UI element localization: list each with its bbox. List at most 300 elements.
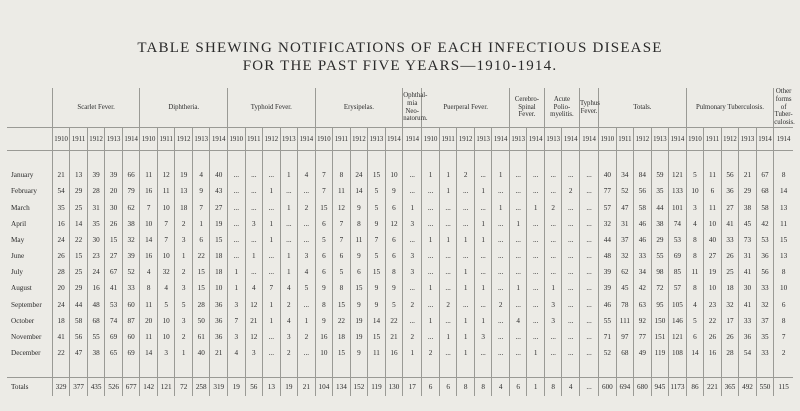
spacer-cell xyxy=(280,361,298,378)
table-cell: 19 xyxy=(210,216,228,232)
table-cell: 1 xyxy=(263,313,281,329)
table-row xyxy=(7,313,793,329)
year-header-cell: 1914 xyxy=(298,128,316,151)
table-cell: 38 xyxy=(87,345,105,361)
table-cell: 2 xyxy=(280,297,298,313)
table-cell: ... xyxy=(527,216,545,232)
table-cell: 15 xyxy=(368,329,386,345)
table-cell: 46 xyxy=(634,232,652,248)
spacer-cell xyxy=(562,151,580,168)
table-cell: 41 xyxy=(739,264,757,280)
month-label: October xyxy=(11,316,35,325)
table-cell: ... xyxy=(509,232,527,248)
table-cell: 16 xyxy=(87,280,105,296)
table-cell: 1 xyxy=(457,329,475,345)
table-cell: 329 xyxy=(52,378,70,397)
table-cell: 28 xyxy=(721,345,739,361)
table-cell: 60 xyxy=(122,297,140,313)
table-cell: 47 xyxy=(616,199,634,215)
table-cell: 13 xyxy=(263,378,281,397)
table-cell: 2 xyxy=(492,297,510,313)
table-cell: 21 xyxy=(52,167,70,183)
table-cell: ... xyxy=(579,329,598,345)
table-cell: 134 xyxy=(333,378,351,397)
table-cell: 45 xyxy=(616,280,634,296)
table-cell: 7 xyxy=(315,167,333,183)
table-cell: 14 xyxy=(140,232,158,248)
month-label: Totals xyxy=(7,378,52,397)
table-cell: 59 xyxy=(651,167,669,183)
table-cell: 119 xyxy=(651,345,669,361)
table-cell: 18 xyxy=(210,264,228,280)
table-cell: 15 xyxy=(192,280,210,296)
spacer-cell xyxy=(774,361,793,378)
table-cell: ... xyxy=(527,313,545,329)
table-cell: 21 xyxy=(385,329,403,345)
year-header-cell: 1911 xyxy=(616,128,634,151)
spacer-cell xyxy=(70,151,88,168)
table-cell: ... xyxy=(544,264,562,280)
spacer-cell xyxy=(457,151,475,168)
table-cell: 32 xyxy=(721,297,739,313)
year-header-cell: 1911 xyxy=(333,128,351,151)
table-cell: ... xyxy=(280,183,298,199)
table-cell: ... xyxy=(509,345,527,361)
table-cell: 1 xyxy=(263,216,281,232)
table-cell: 11 xyxy=(704,167,722,183)
table-cell: ... xyxy=(457,183,475,199)
table-cell: 5 xyxy=(368,248,386,264)
spacer-cell xyxy=(616,361,634,378)
table-cell: 1 xyxy=(280,248,298,264)
table-cell: ... xyxy=(509,329,527,345)
table-cell: 2 xyxy=(457,167,475,183)
table-cell: 62 xyxy=(616,264,634,280)
table-cell: ... xyxy=(422,199,440,215)
table-cell: 15 xyxy=(368,264,386,280)
table-cell: ... xyxy=(562,167,580,183)
table-cell: 104 xyxy=(315,378,333,397)
table-cell: 6 xyxy=(385,232,403,248)
year-header-cell: 1914 xyxy=(756,128,774,151)
table-cell: 44 xyxy=(599,232,617,248)
disease-header-row xyxy=(7,88,793,128)
spacer-cell xyxy=(263,361,281,378)
table-cell: 4 xyxy=(298,264,316,280)
table-cell: 6 xyxy=(333,248,351,264)
table-cell: 108 xyxy=(669,345,687,361)
table-cell: ... xyxy=(562,216,580,232)
table-cell: ... xyxy=(544,329,562,345)
table-cell: ... xyxy=(457,248,475,264)
table-cell: 1 xyxy=(474,216,492,232)
spacer-cell xyxy=(210,361,228,378)
table-cell: 5 xyxy=(686,167,704,183)
table-cell: 5 xyxy=(368,199,386,215)
table-cell: 142 xyxy=(140,378,158,397)
table-cell: 115 xyxy=(774,378,793,397)
table-cell: ... xyxy=(474,345,492,361)
table-cell: 86 xyxy=(686,378,704,397)
table-cell: 22 xyxy=(385,313,403,329)
table-cell: ... xyxy=(544,345,562,361)
table-cell: 34 xyxy=(616,167,634,183)
disease-group-header: Puerperal Fever. xyxy=(422,88,510,128)
table-cell: 435 xyxy=(87,378,105,397)
table-cell: 57 xyxy=(669,280,687,296)
table-cell: 43 xyxy=(210,183,228,199)
table-cell: 15 xyxy=(192,264,210,280)
table-cell: 1 xyxy=(422,313,440,329)
table-cell: 7 xyxy=(333,232,351,248)
table-cell: 13 xyxy=(70,167,88,183)
table-cell: 22 xyxy=(333,313,351,329)
spacer-cell xyxy=(509,151,527,168)
table-cell: 1 xyxy=(192,216,210,232)
table-cell: ... xyxy=(492,248,510,264)
table-cell: ... xyxy=(263,264,281,280)
disease-group-header: Diphtheria. xyxy=(140,88,228,128)
table-cell: ... xyxy=(527,329,545,345)
spacer-cell xyxy=(686,361,704,378)
table-cell: 492 xyxy=(739,378,757,397)
table-cell: 4 xyxy=(192,167,210,183)
table-cell: ... xyxy=(527,264,545,280)
table-cell: 1 xyxy=(175,248,193,264)
table-cell: 21 xyxy=(298,378,316,397)
spacer-row xyxy=(7,151,793,168)
table-cell: 1 xyxy=(527,378,545,397)
table-cell: 121 xyxy=(669,329,687,345)
table-cell: 27 xyxy=(704,248,722,264)
table-cell: ... xyxy=(245,167,263,183)
table-cell: ... xyxy=(298,345,316,361)
disease-group-header: Other forms of Tuber-culosis. xyxy=(774,88,795,127)
table-cell: 41 xyxy=(105,280,123,296)
year-header-cell: 1912 xyxy=(350,128,368,151)
month-label: February xyxy=(11,187,37,196)
table-cell: 32 xyxy=(616,248,634,264)
table-cell: 44 xyxy=(70,297,88,313)
table-cell: 18 xyxy=(333,329,351,345)
table-cell: 16 xyxy=(140,183,158,199)
table-row xyxy=(7,183,793,199)
table-cell: 4 xyxy=(280,280,298,296)
table-cell: 6 xyxy=(686,329,704,345)
table-cell: ... xyxy=(562,232,580,248)
table-cell: 9 xyxy=(192,183,210,199)
table-cell: 2 xyxy=(403,329,422,345)
table-cell: 10 xyxy=(704,216,722,232)
year-header-cell: 1913 xyxy=(544,128,562,151)
disease-group-header: Ophthal-mia Neo-natorum. xyxy=(403,88,422,128)
table-cell: ... xyxy=(474,248,492,264)
table-cell: 6 xyxy=(385,199,403,215)
table-cell: 29 xyxy=(651,232,669,248)
table-cell: ... xyxy=(228,167,246,183)
year-header-cell: 1912 xyxy=(87,128,105,151)
table-cell: 4 xyxy=(245,280,263,296)
table-cell: 33 xyxy=(756,280,774,296)
table-cell: ... xyxy=(245,199,263,215)
table-cell: 6 xyxy=(509,378,527,397)
table-cell: 6 xyxy=(704,183,722,199)
year-header-cell: 1912 xyxy=(721,128,739,151)
table-cell: ... xyxy=(422,216,440,232)
table-cell: ... xyxy=(403,167,422,183)
table-cell: ... xyxy=(527,280,545,296)
table-row xyxy=(7,280,793,296)
spacer-cell xyxy=(474,361,492,378)
table-cell: ... xyxy=(579,264,598,280)
table-cell: 30 xyxy=(739,280,757,296)
table-cell: 8 xyxy=(350,216,368,232)
table-cell: 1 xyxy=(457,232,475,248)
table-cell: 1 xyxy=(439,167,457,183)
spacer-cell xyxy=(403,151,422,168)
table-cell: ... xyxy=(403,183,422,199)
table-cell: 2 xyxy=(175,216,193,232)
table-cell: ... xyxy=(509,264,527,280)
table-cell: 6 xyxy=(315,248,333,264)
year-header-cell: 1910 xyxy=(422,128,440,151)
table-cell: ... xyxy=(457,199,475,215)
disease-group-header: Cerebro-Spinal Fever. xyxy=(509,88,544,128)
table-cell: ... xyxy=(280,232,298,248)
disease-group-header: Typhoid Fever. xyxy=(228,88,316,128)
table-cell: 32 xyxy=(756,297,774,313)
table-cell: 12 xyxy=(385,216,403,232)
table-cell: 2 xyxy=(298,199,316,215)
year-header-cell: 1913 xyxy=(368,128,386,151)
table-cell: 7 xyxy=(157,232,175,248)
table-cell: 18 xyxy=(52,313,70,329)
disease-group-header: Acute Polio-myelitis. xyxy=(544,88,579,128)
table-cell: 31 xyxy=(87,199,105,215)
table-cell: 40 xyxy=(210,167,228,183)
year-header-cell: 1914 xyxy=(122,128,140,151)
table-cell: 16 xyxy=(52,216,70,232)
table-cell: 50 xyxy=(192,313,210,329)
table-cell: 19 xyxy=(228,378,246,397)
table-cell: 9 xyxy=(315,313,333,329)
table-cell: 56 xyxy=(721,167,739,183)
table-cell: 33 xyxy=(634,248,652,264)
table-cell: ... xyxy=(579,216,598,232)
table-cell: ... xyxy=(492,280,510,296)
table-cell: 150 xyxy=(651,313,669,329)
table-cell: 2 xyxy=(439,297,457,313)
table-cell: 12 xyxy=(157,167,175,183)
table-cell: 36 xyxy=(721,183,739,199)
table-cell: 30 xyxy=(87,232,105,248)
table-cell: 67 xyxy=(756,167,774,183)
table-cell: 8 xyxy=(774,264,793,280)
table-cell: 4 xyxy=(140,264,158,280)
table-cell: 1 xyxy=(509,280,527,296)
spacer-cell xyxy=(7,361,52,378)
table-cell: 56 xyxy=(245,378,263,397)
table-cell: 16 xyxy=(315,329,333,345)
spacer-cell xyxy=(350,151,368,168)
table-cell: 31 xyxy=(739,248,757,264)
table-cell: ... xyxy=(492,232,510,248)
table-cell: 42 xyxy=(634,280,652,296)
table-cell: 1 xyxy=(492,199,510,215)
table-cell: 3 xyxy=(403,216,422,232)
table-cell: 36 xyxy=(210,313,228,329)
table-row xyxy=(7,345,793,361)
table-cell: ... xyxy=(579,232,598,248)
table-cell: 2 xyxy=(403,297,422,313)
table-cell: 1 xyxy=(439,232,457,248)
table-cell: 3 xyxy=(298,248,316,264)
table-cell: 68 xyxy=(87,313,105,329)
table-cell: ... xyxy=(492,329,510,345)
year-header-cell: 1913 xyxy=(474,128,492,151)
spacer-cell xyxy=(492,361,510,378)
table-cell: 36 xyxy=(210,297,228,313)
table-cell: 8 xyxy=(774,313,793,329)
spacer-cell xyxy=(599,151,617,168)
spacer-cell xyxy=(87,151,105,168)
table-cell: 22 xyxy=(52,345,70,361)
table-cell: 6 xyxy=(350,264,368,280)
table-cell: 9 xyxy=(350,199,368,215)
table-cell: ... xyxy=(544,216,562,232)
spacer-cell xyxy=(140,361,158,378)
table-cell: 71 xyxy=(599,329,617,345)
table-cell: 15 xyxy=(774,232,793,248)
table-cell: 146 xyxy=(669,313,687,329)
spacer-cell xyxy=(739,151,757,168)
year-header-cell: 1910 xyxy=(228,128,246,151)
table-cell: ... xyxy=(422,248,440,264)
table-row xyxy=(7,167,793,183)
disease-group-header: Totals. xyxy=(599,88,687,128)
table-cell: 10 xyxy=(315,345,333,361)
table-cell: ... xyxy=(422,183,440,199)
table-cell: 15 xyxy=(315,199,333,215)
table-cell: 21 xyxy=(245,313,263,329)
table-cell: 66 xyxy=(122,167,140,183)
table-cell: 36 xyxy=(756,248,774,264)
table-cell: 60 xyxy=(122,329,140,345)
spacer-cell xyxy=(228,151,246,168)
table-cell: 5 xyxy=(368,183,386,199)
table-cell: 5 xyxy=(157,297,175,313)
table-cell: 7 xyxy=(333,216,351,232)
table-cell: 58 xyxy=(634,199,652,215)
table-cell: 4 xyxy=(228,345,246,361)
table-cell: 28 xyxy=(52,264,70,280)
table-cell: 54 xyxy=(52,183,70,199)
table-cell: 11 xyxy=(704,199,722,215)
table-cell: ... xyxy=(422,329,440,345)
spacer-cell xyxy=(105,151,123,168)
spacer-cell xyxy=(599,361,617,378)
month-label: May xyxy=(11,235,25,244)
table-cell: ... xyxy=(403,232,422,248)
year-header-cell: 1911 xyxy=(704,128,722,151)
table-cell: 31 xyxy=(616,216,634,232)
table-cell: 694 xyxy=(616,378,634,397)
table-cell: 1 xyxy=(298,313,316,329)
table-cell: 4 xyxy=(686,216,704,232)
table-cell: 111 xyxy=(616,313,634,329)
table-cell: 26 xyxy=(704,329,722,345)
table-cell: 1 xyxy=(527,199,545,215)
table-cell: ... xyxy=(474,264,492,280)
spacer-cell xyxy=(651,361,669,378)
table-cell: 27 xyxy=(721,199,739,215)
table-cell: 1 xyxy=(439,329,457,345)
year-header-row xyxy=(7,128,793,151)
spacer-cell xyxy=(492,151,510,168)
table-cell: ... xyxy=(562,280,580,296)
spacer-cell xyxy=(368,361,386,378)
spacer-cell xyxy=(157,361,175,378)
table-cell: 4 xyxy=(298,167,316,183)
table-cell: 37 xyxy=(756,313,774,329)
spacer-cell xyxy=(704,361,722,378)
disease-group-header: Pulmonary Tuberculosis. xyxy=(686,88,774,128)
table-cell: 1 xyxy=(263,232,281,248)
spacer-cell xyxy=(686,151,704,168)
table-cell: 38 xyxy=(122,216,140,232)
table-cell: 35 xyxy=(87,216,105,232)
table-cell: 6 xyxy=(422,378,440,397)
table-cell: 14 xyxy=(140,345,158,361)
table-cell: 33 xyxy=(756,345,774,361)
spacer-cell xyxy=(52,151,70,168)
spacer-cell xyxy=(298,361,316,378)
table-cell: 8 xyxy=(140,280,158,296)
table-cell: 1 xyxy=(474,232,492,248)
table-cell: 58 xyxy=(756,199,774,215)
spacer-cell xyxy=(439,361,457,378)
table-cell: 13 xyxy=(175,183,193,199)
disease-group-header: Scarlet Fever. xyxy=(52,88,140,128)
table-cell: 1 xyxy=(457,345,475,361)
table-cell: 26 xyxy=(52,248,70,264)
table-row xyxy=(7,248,793,264)
table-cell: 65 xyxy=(105,345,123,361)
table-cell: 27 xyxy=(210,199,228,215)
table-cell: 9 xyxy=(385,183,403,199)
table-cell: 8 xyxy=(686,248,704,264)
table-cell: 550 xyxy=(756,378,774,397)
table-cell: 6 xyxy=(315,216,333,232)
table-cell: 7 xyxy=(192,199,210,215)
year-header-cell: 1910 xyxy=(686,128,704,151)
year-header-cell: 1914 xyxy=(527,128,545,151)
table-cell: ... xyxy=(439,345,457,361)
table-cell: 61 xyxy=(192,329,210,345)
table-cell: 11 xyxy=(686,264,704,280)
table-cell: 5 xyxy=(385,297,403,313)
table-cell: 5 xyxy=(686,313,704,329)
table-cell: ... xyxy=(298,297,316,313)
table-cell: ... xyxy=(298,183,316,199)
table-cell: 1 xyxy=(509,216,527,232)
table-cell: 152 xyxy=(350,378,368,397)
table-cell: 22 xyxy=(70,232,88,248)
table-cell: 2 xyxy=(544,199,562,215)
table-cell: 7 xyxy=(774,329,793,345)
table-cell: 3 xyxy=(157,345,175,361)
spacer-cell xyxy=(228,361,246,378)
